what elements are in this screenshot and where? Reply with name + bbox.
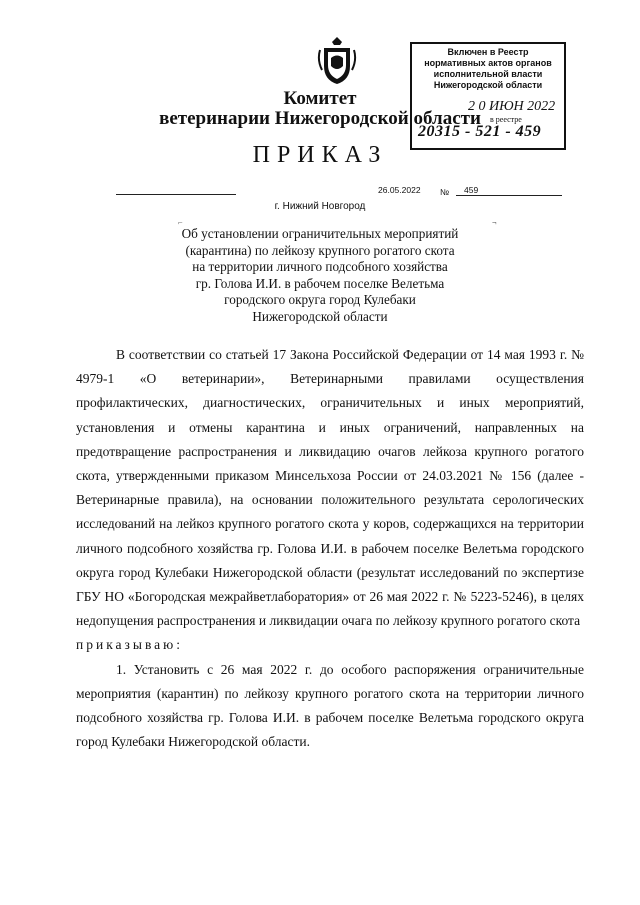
coat-of-arms-icon bbox=[316, 36, 358, 86]
document-type-heading: ПРИКАЗ bbox=[252, 142, 388, 168]
title-line: на территории личного подсобного хозяйства bbox=[192, 259, 448, 274]
number-underline bbox=[456, 195, 562, 196]
city: г. Нижний Новгород bbox=[274, 201, 366, 212]
stamp-number: 20315 - 521 - 459 bbox=[418, 123, 542, 140]
order-number-label: № bbox=[440, 187, 450, 197]
stamp-line1: Включен в Реестр bbox=[447, 47, 529, 57]
stamp-registry-label: в реестре bbox=[490, 115, 522, 124]
order-number: 459 bbox=[464, 185, 479, 195]
prikazyvayu-label: приказываю: bbox=[76, 637, 183, 653]
title-line: гр. Голова И.И. в рабочем поселке Велетьма bbox=[195, 275, 445, 291]
title-line: городского округа город Кулебаки bbox=[224, 292, 416, 307]
registry-stamp bbox=[410, 42, 566, 150]
committee-title-line2: ветеринарии Нижегородской области bbox=[159, 108, 481, 129]
order-title bbox=[150, 226, 490, 325]
stamp-date: 2 0 ИЮН 2022 bbox=[468, 99, 556, 114]
order-item-1: 1. Установить с 26 мая 2022 г. до особого распоряжения ограничительные мероприятия (карантин) по лейкозу крупного рогатого скота на территории личного подсобного хозяйства гр. Голова И.И. в рабочем поселке Велетьма городского округа город Кулебаки Нижегородской области. bbox=[76, 661, 584, 750]
order-body bbox=[76, 343, 584, 754]
order-date: 26.05.2022 bbox=[378, 185, 421, 195]
preamble-paragraph: В соответствии со статьей 17 Закона Российской Федерации от 14 мая 1993 г. № 4979-1 «О ветеринарии», Ветеринарными правилами осуществления профилактических, диагностических, ограничительных и иных мероприятий, установления и отмены карантина и иных ограничений, направленных на предотвращение распространения и ликвидацию очагов лейкоза крупного рогатого скота, утвержденными приказом Минсельхоза России от 24.03.2021 № 156 (далее - Ветеринарные правила), на основании положительного результата серологических исследований на лейкоз крупного рогатого скота у коров, содержащихся на территории личного подсобного хозяйства гр. Голова И.И. в рабочем поселке Велетьма городского округа город Кулебаки Нижегородской области (результат исследований по экспертизе ГБУ НО «Богородская межрайветлаборатория» от 26 мая 2022 г. № 5223-5246), в целях недопущения распространения и ликвидации очага по лейкозу крупного рогатого скота bbox=[76, 347, 584, 629]
title-line: Об установлении ограничительных мероприятий bbox=[181, 226, 459, 241]
title-line: Нижегородской области bbox=[252, 308, 388, 324]
title-line: (карантина) по лейкозу крупного рогатого скота bbox=[185, 242, 455, 258]
stamp-line3: исполнительной власти bbox=[433, 69, 543, 79]
title-corner-left: ⌐ bbox=[178, 218, 183, 227]
committee-title-line1: Комитет bbox=[283, 88, 357, 109]
date-underline-left bbox=[116, 194, 236, 195]
stamp-line4: Нижегородской области bbox=[433, 80, 543, 90]
title-corner-right: ¬ bbox=[492, 218, 497, 227]
stamp-line2: нормативных актов органов bbox=[424, 58, 552, 68]
